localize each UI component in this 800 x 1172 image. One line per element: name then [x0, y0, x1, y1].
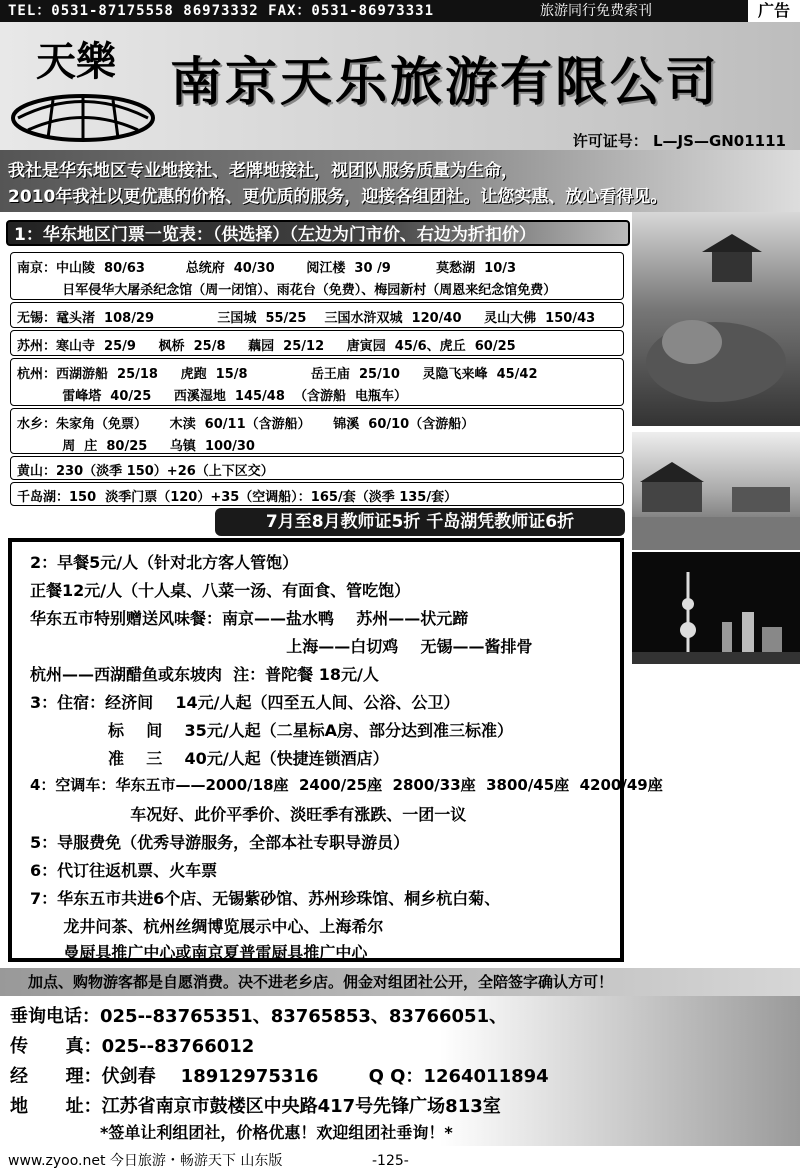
contact-address: 地 址：江苏省南京市鼓楼区中央路417号先锋广场813室 — [10, 1096, 501, 1117]
ticket-line: 日军侵华大屠杀纪念馆（周一闭馆）、雨花台（免费）、梅园新村（周恩来纪念馆免费） — [17, 283, 557, 298]
company-header — [0, 22, 800, 152]
services-section — [8, 538, 663, 962]
license-number: 许可证号： L—JS—GN01111 — [572, 132, 786, 150]
logo-text: 天樂 — [36, 38, 116, 85]
ticket-group-nanjing — [10, 252, 624, 300]
teacher-discount-banner: 7月至8月教师证5折 千岛湖凭教师证6折 — [215, 508, 625, 536]
garden-photo — [632, 212, 800, 426]
bus-prices: 4：空调车：华东五市——2000/18座 2400/25座 2800/33座 3800/45座 4200/49座 — [30, 776, 663, 794]
contact-phone: 垂询电话：025--83765351、83765853、83766051、 — [10, 1006, 508, 1027]
flavor-meal-2: 上海——白切鸡 无锡——酱排骨 — [30, 637, 533, 656]
top-contact-bar — [0, 0, 800, 22]
ticket-group-watertown — [10, 408, 624, 454]
lodging-quasi-three: 准 三 40元/人起（快捷连锁酒店） — [30, 749, 389, 768]
ticket-group-wuxi — [10, 302, 624, 328]
ticket-line: 无锡：鼋头渚 108/29 三国城 55/25 三国水浒双城 120/40 灵山大佛 150/43 — [17, 311, 596, 326]
bus-notes: 车况好、此价平季价、淡旺季有涨跌、一团一议 — [30, 805, 467, 824]
ticket-line: 千岛湖：150 淡季门票（120）+35（空调船）：165/套（淡季 135/套） — [17, 490, 458, 505]
ticket-group-hangzhou — [10, 358, 624, 406]
contact-slogan: *签单让利组团社，价格优惠！欢迎组团社垂询！* — [100, 1123, 453, 1142]
meal-lunch: 正餐12元/人（十人桌、八菜一汤、有面食、管吃饱） — [30, 581, 411, 600]
company-name: 南京天乐旅游有限公司 — [170, 53, 721, 113]
flavor-meal-1: 华东五市特别赠送风味餐：南京——盐水鸭 苏州——状元蹄 — [30, 609, 469, 628]
watertown-houses-icon — [632, 432, 800, 550]
tel-fax-text: TEL：0531-87175558 86973332 FAX：0531-86973331 — [8, 3, 435, 19]
footer-site: www.zyoo.net 今日旅游・畅游天下 山东版 — [8, 1153, 283, 1169]
ad-badge: 广告 — [748, 0, 800, 22]
flavor-meal-3: 杭州——西湖醋鱼或东坡肉 注：普陀餐 18元/人 — [30, 665, 379, 684]
tv-tower-icon — [632, 552, 800, 664]
ticket-line: 水乡：朱家角（免票） 木渎 60/11（含游船） 锦溪 60/10（含游船） — [17, 417, 475, 432]
intro-line-1: 我社是华东地区专业地接社、老牌地接社，视团队服务质量为生命， — [8, 161, 518, 181]
contact-manager: 经 理：伏剑春 18912975316 Q Q：1264011894 — [10, 1066, 549, 1087]
shops-3: 曼厨具推广中心或南京夏普雷厨具推广中心 — [30, 943, 368, 962]
lodging-standard: 标 间 35元/人起（二星标A房、部分达到准三标准） — [30, 721, 514, 740]
intro-line-2: 2010年我社以更优惠的价格、更优质的服务，迎接各组团社。让您实惠、放心看得见。 — [8, 187, 668, 207]
company-logo — [8, 30, 158, 142]
disclaimer-bar: 加点、购物游客都是自愿消费。决不进老乡店。佣金对组团社公开，全陪签字确认方可！ — [0, 968, 800, 996]
watertown-photo — [632, 432, 800, 550]
pavilion-rock-icon — [632, 212, 800, 426]
intro-banner — [0, 150, 800, 212]
meal-breakfast: 2：早餐5元/人（针对北方客人管饱） — [30, 553, 299, 572]
contact-fax: 传 真：025--83766012 — [10, 1036, 255, 1057]
ticket-line: 周 庄 80/25 乌镇 100/30 — [17, 439, 255, 454]
lodging-economy: 3：住宿：经济间 14元/人起（四至五人间、公浴、公卫） — [30, 693, 460, 712]
ticket-group-huangshan — [10, 456, 624, 480]
guide-fee: 5：导服费免（优秀导游服务，全部本社专职导游员） — [30, 833, 410, 852]
ticket-group-suzhou — [10, 330, 624, 356]
ticket-line: 杭州：西湖游船 25/18 虎跑 15/8 岳王庙 25/10 灵隐飞来峰 45/42 — [17, 367, 538, 382]
page-footer — [0, 1150, 800, 1172]
page-number: -125- — [372, 1153, 409, 1169]
ticket-line: 南京：中山陵 80/63 总统府 40/30 阅江楼 30 /9 莫愁湖 10/3 — [17, 261, 517, 276]
ticket-line: 苏州：寒山寺 25/9 枫桥 25/8 藕园 25/12 唐寅园 45/6、虎丘 60/25 — [17, 339, 516, 354]
shanghai-night-photo — [632, 552, 800, 664]
ticket-booking: 6：代订往返机票、火车票 — [30, 861, 218, 880]
free-request-label: 旅游同行免费索刊 — [540, 3, 652, 19]
shops-2: 龙井问茶、杭州丝绸博览展示中心、上海希尔 — [30, 917, 384, 936]
contact-section — [0, 996, 800, 1146]
shops-1: 7：华东五市共进6个店、无锡紫砂馆、苏州珍珠馆、桐乡杭白菊、 — [30, 889, 501, 908]
ticket-section-title: 1：华东地区门票一览表：（供选择）（左边为门市价、右边为折扣价） — [6, 220, 630, 246]
ticket-group-qiandaohu — [10, 482, 624, 506]
ticket-line: 雷峰塔 40/25 西溪湿地 145/48 （含游船 电瓶车） — [17, 389, 408, 404]
ticket-line: 黄山：230（淡季 150）+26（上下区交） — [17, 464, 274, 479]
